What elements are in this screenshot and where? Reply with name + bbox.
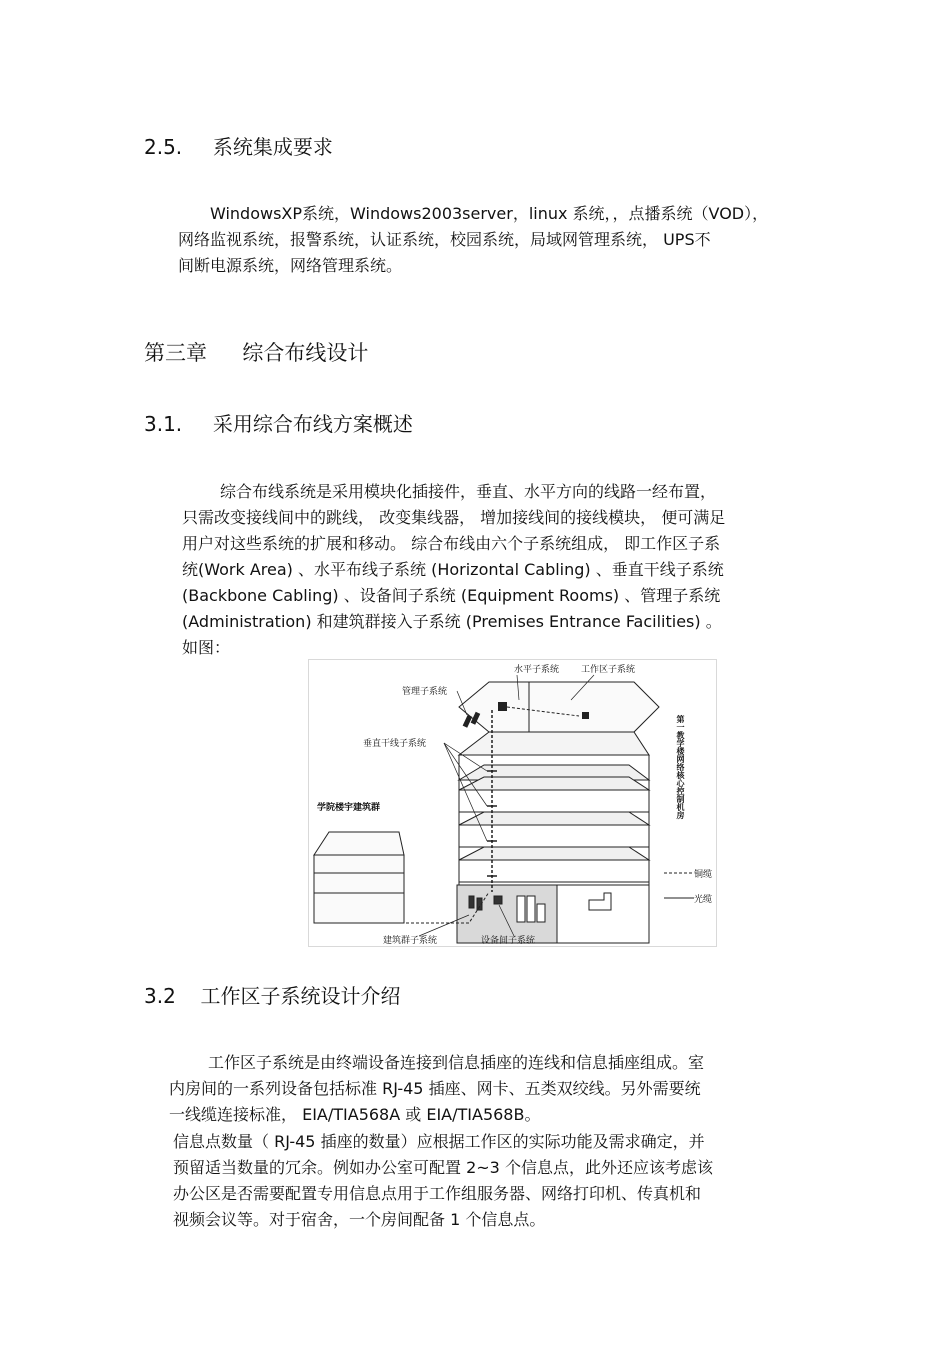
- chapter-title: 综合布线设计: [242, 341, 369, 365]
- text-line: 网络监视系统，报警系统，认证系统，校园系统，局域网管理系统， UPS不: [178, 230, 711, 249]
- section-3-1-heading: [144, 408, 413, 437]
- text-line: 如图：: [182, 638, 231, 657]
- section-number: 3.1.: [144, 412, 183, 436]
- text-line: 一线缆连接标准， EIA/TIA568A 或 EIA/TIA568B。: [169, 1105, 541, 1124]
- section-title: 采用综合布线方案概述: [212, 412, 413, 436]
- cabling-system-diagram: [308, 659, 717, 947]
- text-line: 统(Work Area) 、水平布线子系统 (Horizontal Cabling) 、垂直干线子系统: [182, 560, 724, 579]
- text-line: 用户对这些系统的扩展和移动。 综合布线由六个子系统组成， 即工作区子系: [182, 534, 721, 553]
- text-line: 间断电源系统，网络管理系统。: [178, 256, 403, 275]
- label-admin: 管理子系统: [402, 687, 448, 697]
- label-work-area: 工作区子系统: [581, 665, 636, 675]
- text-line: 综合布线系统是采用模块化插接件，垂直、水平方向的线路一经布置，: [220, 482, 717, 501]
- label-campus-subsystem: 建筑群子系统: [383, 936, 438, 946]
- section-number: 2.5.: [144, 135, 183, 159]
- label-horizontal: 水平子系统: [514, 665, 560, 675]
- section-title: 系统集成要求: [212, 135, 333, 159]
- text-line: 信息点数量（ RJ-45 插座的数量）应根据工作区的实际功能及需求确定，并: [173, 1132, 705, 1151]
- label-fiber: 光缆: [694, 895, 713, 905]
- chapter-number: 第三章: [144, 341, 207, 365]
- section-number: 3.2: [144, 984, 176, 1008]
- main-building: [457, 682, 659, 943]
- campus-building: [314, 832, 404, 923]
- label-backbone: 垂直干线子系统: [363, 739, 427, 749]
- section-3-2-heading: [144, 980, 401, 1009]
- text-line: 工作区子系统是由终端设备连接到信息插座的连线和信息插座组成。室: [208, 1053, 705, 1072]
- label-campus-building: 学院楼宇建筑群: [317, 803, 381, 813]
- label-copper: 铜缆: [694, 870, 713, 880]
- text-line: WindowsXP系统，Windows2003server，linux 系统，，点播系统（VOD），: [210, 204, 769, 223]
- section-2-5-heading: [144, 131, 333, 160]
- section-title: 工作区子系统设计介绍: [200, 984, 401, 1008]
- label-equipment-room: 设备间子系统: [481, 936, 536, 946]
- text-line: (Administration) 和建筑群接入子系统 (Premises Entrance Facilities) 。: [182, 612, 722, 631]
- text-line: 只需改变接线间中的跳线， 改变集线器， 增加接线间的接线模块， 便可满足: [182, 508, 726, 527]
- label-core-room: 第一教学楼网络核心控制机房: [676, 715, 686, 819]
- text-line: 内房间的一系列设备包括标准 RJ-45 插座、网卡、五类双绞线。另外需要统: [169, 1079, 701, 1098]
- text-line: 预留适当数量的冗余。例如办公室可配置 2~3 个信息点，此外还应该考虑该: [173, 1158, 713, 1177]
- text-line: (Backbone Cabling) 、设备间子系统 (Equipment Rooms) 、管理子系统: [182, 586, 721, 605]
- text-line: 办公区是否需要配置专用信息点用于工作组服务器、网络打印机、传真机和: [173, 1184, 702, 1203]
- chapter-3-heading: [144, 337, 368, 367]
- text-line: 视频会议等。对于宿舍，一个房间配备 1 个信息点。: [173, 1210, 546, 1229]
